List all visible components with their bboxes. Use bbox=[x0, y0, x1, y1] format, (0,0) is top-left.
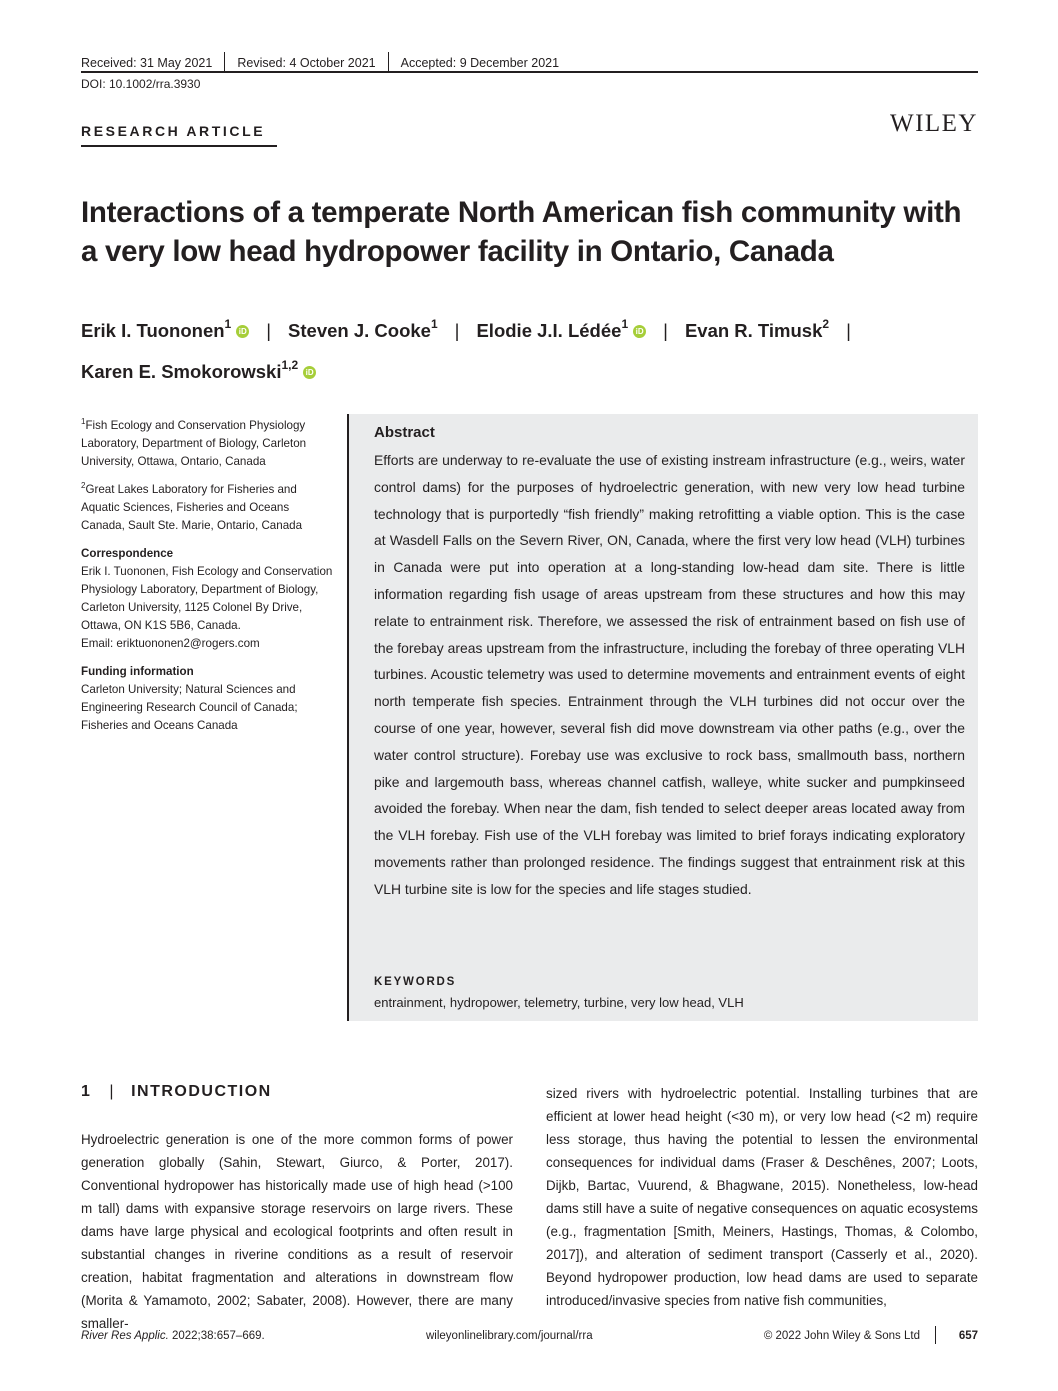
correspondence-heading: Correspondence bbox=[81, 546, 174, 560]
orcid-icon[interactable]: iD bbox=[633, 325, 646, 338]
section-number: 1 bbox=[81, 1083, 92, 1100]
page-number: 657 bbox=[958, 1330, 978, 1342]
keywords-list: entrainment, hydropower, telemetry, turbine, very low head, VLH bbox=[374, 995, 744, 1010]
keywords-heading: KEYWORDS bbox=[374, 976, 457, 988]
journal-citation: River Res Applic. 2022;38:657–669. bbox=[81, 1330, 265, 1342]
affiliation: $^1$Fish Ecology and Conservation Physiology Laboratory, Department of Biology, Carleton University, Ottawa, Ontario, Canada bbox=[81, 417, 307, 468]
author[interactable]: Steven J. Cooke$^1$ bbox=[288, 317, 438, 342]
journal-url[interactable]: wileyonlinelibrary.com/journal/rra bbox=[426, 1330, 593, 1342]
section-heading: 1 | INTRODUCTION bbox=[81, 1083, 272, 1100]
copyright: © 2022 John Wiley & Sons Ltd bbox=[763, 1330, 920, 1342]
section-title: INTRODUCTION bbox=[131, 1083, 272, 1100]
history-divider bbox=[224, 52, 225, 73]
article-title: Interactions of a temperate North American fish community with a very low head hydropower facility in Ontario, Canada bbox=[81, 196, 962, 268]
author[interactable]: Erik I. Tuononen$^1$iD bbox=[81, 320, 249, 341]
article-type-label: RESEARCH ARTICLE bbox=[81, 123, 266, 139]
funding-text: Carleton University; Natural Sciences and Engineering Research Council of Canada; Fisheries and Oceans Canada bbox=[81, 682, 298, 732]
footer-divider bbox=[935, 1326, 936, 1344]
author[interactable]: Karen E. Smokorowski$^{1,2}$iD bbox=[81, 361, 316, 382]
author[interactable]: Elodie J.I. Lédée$^1$iD bbox=[476, 320, 646, 341]
accepted-date: Accepted: 9 December 2021 bbox=[400, 55, 560, 70]
doi: DOI: 10.1002/rra.3930 bbox=[81, 77, 201, 91]
abstract-rule bbox=[347, 414, 349, 1021]
correspondence-text: Erik I. Tuononen, Fish Ecology and Conservation Physiology Laboratory, Department of Biology, Carleton University, 1125 Colonel By Drive, Ottawa, ON K1S 5B6, Canada. bbox=[81, 564, 333, 632]
article-type-underline bbox=[81, 145, 277, 147]
abstract-text: Efforts are underway to re-evaluate the use of existing instream infrastructure (e.g., weirs, water control dams) for the purposes of hydroelectric generation, with new very low head turbine technology that is purportedly “fish friendly” making retrofitting a viable option. This is the case at Wasdell Falls on the Severn River, ON, Canada, where the first very low head (VLH) turbines in Canada were put into operation at a long-standing low-head dam site. There is little information regarding fish usage of areas upstream from these structures and how this may relate to entrainment risk. Therefore, we assessed the risk of entrainment based on fish use of the forebay areas upstream from the infrastructure, including the forebay of three operating VLH turbines. Acoustic telemetry was used to determine movements and entrainment events of eight north temperate fish species. Entrainment through the VLH turbines did not occur over the course of one year, however, several fish did move downstream via other paths (e.g., over the water control structure). Forebay use was exclusive to rock bass, smallmouth bass, northern pike and largemouth bass, whereas channel catfish, walleye, white sucker and pumpkinseed avoided the forebay. When near the dam, fish tended to select deeper areas located away from the VLH forebay. Fish use of the VLH forebay was limited to brief forays indicating exploratory movements rather than prolonged residence. The findings suggest that entrainment risk at this VLH turbine site is low for the species and life stages studied. bbox=[374, 452, 965, 897]
orcid-icon[interactable]: iD bbox=[236, 325, 249, 338]
funding-heading: Funding information bbox=[81, 664, 194, 678]
received-date: Received: 31 May 2021 bbox=[81, 55, 213, 70]
author-list: Erik I. Tuononen$^1$iD | Steven J. Cooke$^1$ | Elodie J.I. Lédée$^1$iD | Evan R. Timusk$^2$ | Karen E. Smokorowski$^{1,2}$iD bbox=[81, 317, 851, 383]
correspondence-email[interactable]: Email: eriktuononen2@rogers.com bbox=[81, 636, 260, 650]
body-text-left: Hydroelectric generation is one of the more common forms of power generation globally (Sahin, Stewart, Giurco, & Porter, 2017). Conventional hydropower has historically made use of high head (>100 m tall) dams with expansive storage reservoirs on large rivers. These dams have large physical and ecological footprints and often result in substantial changes in riverine conditions as a result of reservoir creation, habitat fragmentation and alterations in downstream flow (Morita & Yamamoto, 2002; Sabater, 2008). However, there are many smaller- bbox=[81, 1132, 513, 1331]
affiliations-column bbox=[81, 413, 336, 741]
body-text-right: sized rivers with hydroelectric potential. Installing turbines that are efficient at lower head height (<30 m), or very low head (<2 m) require less storage, thus having the potential to lessen the environmental consequences for individual dams (Fraser & Deschênes, 2007; Loots, Dijkb, Bartac, Vuurend, & Bhagwane, 2015). Nonetheless, low-head dams still have a suite of negative consequences on aquatic ecosystems (e.g., fragmentation [Smith, Meiners, Hastings, Thomas, & Colombo, 2017]), and alteration of sediment transport (Casserly et al., 2020). Beyond hydropower production, low head dams are used to separate introduced/invasive species from native fish communities, bbox=[546, 1086, 978, 1308]
history-divider bbox=[388, 52, 389, 73]
orcid-icon[interactable]: iD bbox=[303, 366, 316, 379]
publisher-logo: WILEY bbox=[889, 110, 978, 137]
affiliation: $^2$Great Lakes Laboratory for Fisheries and Aquatic Sciences, Fisheries and Oceans Canada, Sault Ste. Marie, Ontario, Canada bbox=[81, 480, 303, 532]
author[interactable]: Evan R. Timusk$^2$ bbox=[684, 317, 830, 342]
article-history bbox=[81, 52, 559, 73]
header-rule bbox=[81, 71, 978, 73]
abstract-heading: Abstract bbox=[374, 424, 435, 441]
revised-date: Revised: 4 October 2021 bbox=[237, 55, 376, 70]
